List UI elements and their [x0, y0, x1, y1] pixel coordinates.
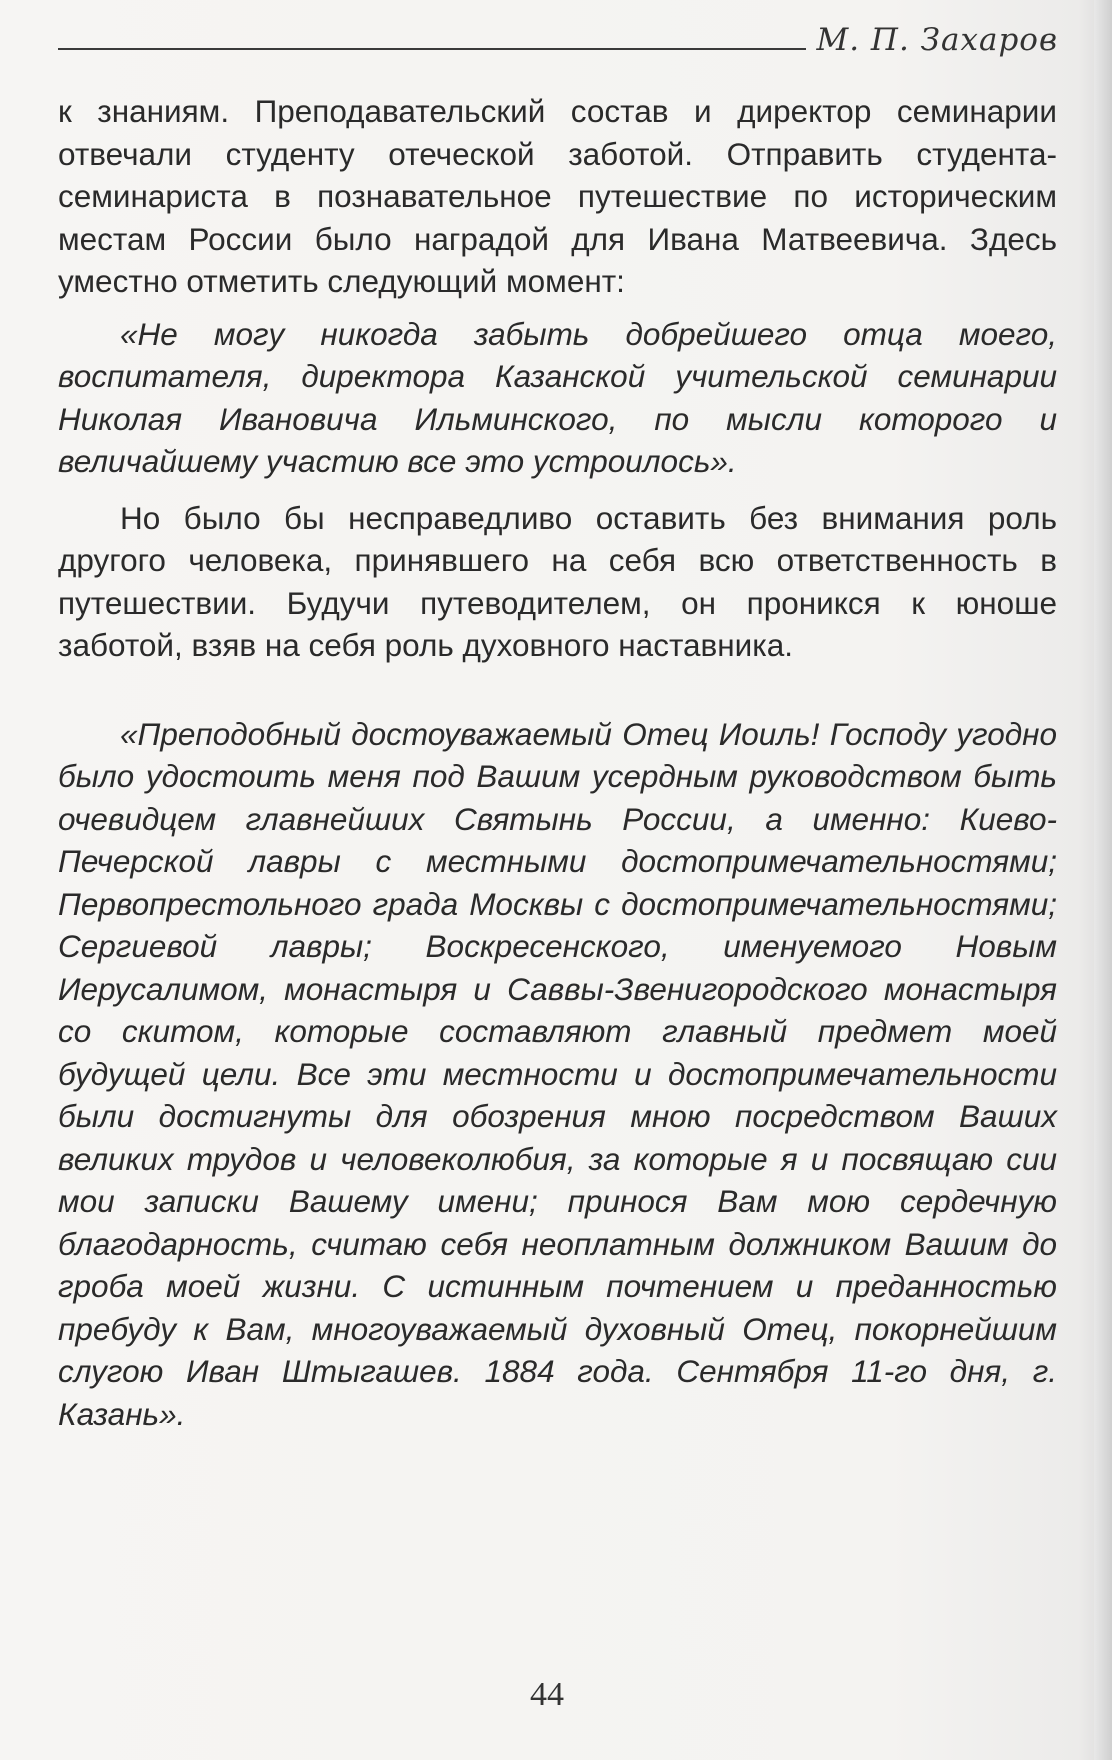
body-text — [58, 90, 1057, 1435]
header-rule — [58, 48, 806, 50]
paragraph-intro: к знаниям. Преподавательский состав и директор семинарии отвечали студенту отеческой заботой. Отправить студента-семинариста в познавательное путешествие по историческим местам России было наградой для Ивана Матвеевича. Здесь уместно отметить следующий момент: — [58, 93, 1057, 299]
paragraph-guide: Но было бы несправедливо оставить без внимания роль другого человека, принявшего на себя всю ответственность в путешествии. Будучи путеводителем, он проникся к юноше заботой, взяв на себя роль духовного наставника. — [58, 499, 1057, 663]
header-author: М. П. Захаров — [816, 22, 1058, 58]
page-edge-shadow — [1094, 0, 1112, 1760]
page-number: 44 — [530, 1676, 564, 1713]
quote-ilminsky: «Не могу никогда забыть добрейшего отца моего, воспитателя, директора Казанской учительской семинарии Николая Ивановича Ильминского, по мысли которого и величайшему участию все это устроилось». — [58, 315, 1057, 479]
quote-letter: «Преподобный достоуважаемый Отец Иоиль! Господу угодно было удостоить меня под Вашим усердным руководством быть очевидцем главнейших Святынь России, а именно: Киево-Печерской лавры с местными достопримечательностями; Первопрестольного града Москвы с достопримечательностями; Сергиевой лавры; Воскресенского, именуемого Новым Иерусалимом, монастыря и Саввы-Звенигородского монастыря со скитом, которые составляют главный предмет моей будущей цели. Все эти местности и достопримечательности были достигнуты для обозрения мною посредством Ваших великих трудов и человеколюбия, за которые я и посвящаю сии мои записки Вашему имени; принося Вам мою сердечную благодарность, считаю себя неоплатным должником Вашим до гроба моей жизни. С истинным почтением и преданностью пребуду к Вам, многоуважаемый духовный Отец, покорнейшим слугою Иван Штыгашев. 1884 года. Сентября 11-го дня, г. Казань». — [58, 715, 1057, 1432]
running-header — [58, 18, 1058, 66]
